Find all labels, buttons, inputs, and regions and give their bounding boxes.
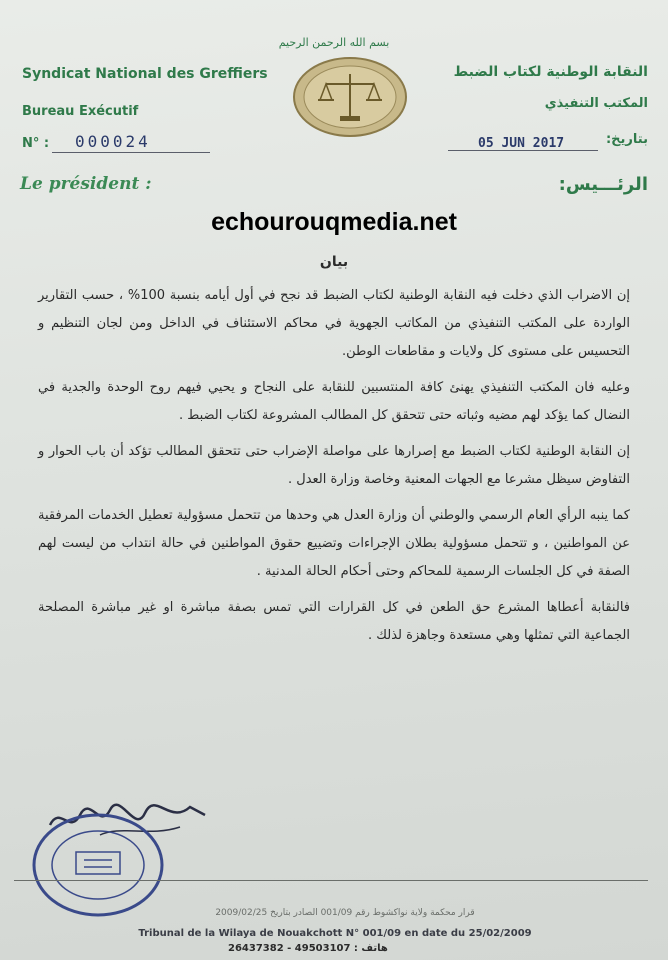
footer-registration-fr: Tribunal de la Wilaya de Nouakchott N° 001/09 en date du 25/02/2009 — [138, 928, 532, 939]
paragraph: وعليه فان المكتب التنفيذي يهنئ كافة المنتسبين للنقابة على النجاح و يحيي فيهم روح الوحدة والجدية في النضال كما يؤكد لهم مضيه وثباته حتى تتحقق كل المطالب المشروعة لكتاب الضبط . — [38, 380, 630, 423]
paragraph: إن النقابة الوطنية لكتاب الضبط مع إصرارها على مواصلة الإضراب حتى تتحقق المطالب تؤكد أن باب الحوار و التفاوض سيظل مشرعا مع الجهات المعنية وخاصة وزارة العدل . — [38, 444, 630, 487]
paragraph: فالنقابة أعطاها المشرع حق الطعن في كل القرارات التي تمس بصفة مباشرة او غير مباشرة المصلحة الجماعية التي تمثلها وهي مستعدة وجاهزة لذلك . — [38, 600, 630, 643]
paragraph: كما ينبه الرأي العام الرسمي والوطني أن وزارة العدل هي وحدها من تتحمل مسؤولية تعطيل الخدمات المرفقية عن المواطنين ، و تتحمل مسؤولية بطلان الإجراءات وتضييع حقوق المواطنين في حالة انتداب من ليست لهم الصفة في كل الجلسات الرسمية للمحاكم وحتى أحكام الحالة المدنية . — [38, 508, 630, 579]
paragraph: إن الاضراب الذي دخلت فيه النقابة الوطنية لكتاب الضبط قد نجح في أول أيامه بنسبة 100% ، حسب التقارير الواردة على المكتب التنفيذي من المكاتب الجهوية في محاكم الاستئناف في الداخل ومن لجان التنظيم و التحسيس على مستوى كل ولايات و مقاطعات الوطن. — [38, 288, 630, 359]
statement-title: بيان — [319, 254, 349, 270]
number-label: N° : — [22, 136, 50, 151]
website-watermark: echourouqmedia.net — [211, 208, 457, 236]
footer-divider — [14, 880, 648, 881]
letterhead-ar-name: النقابة الوطنية لكتاب الضبط — [453, 64, 648, 80]
scales-of-justice-emblem — [292, 56, 408, 138]
official-stamp — [28, 810, 168, 920]
document-date: 05 JUN 2017 — [478, 136, 565, 151]
footer-registration-ar: قرار محكمة ولاية نواكشوط رقم 001/09 الصادر بتاريخ 2009/02/25 — [215, 908, 475, 918]
letterhead-fr-name: Syndicat National des Greffiers — [22, 66, 268, 82]
statement-body — [38, 282, 630, 658]
date-label: بتاريخ: — [605, 132, 648, 147]
number-underline — [52, 152, 210, 153]
footer-phones: 26437382 - 49503107 : هاتف — [228, 943, 388, 954]
document-number: 000024 — [75, 132, 151, 151]
president-label-ar: الرئـــيس: — [558, 174, 648, 195]
letterhead-fr-bureau: Bureau Exécutif — [22, 104, 139, 119]
basmala: بسم الله الرحمن الرحيم — [278, 36, 390, 49]
letterhead-ar-bureau: المكتب التنفيذي — [544, 96, 648, 111]
president-label-fr: Le président : — [20, 174, 152, 194]
